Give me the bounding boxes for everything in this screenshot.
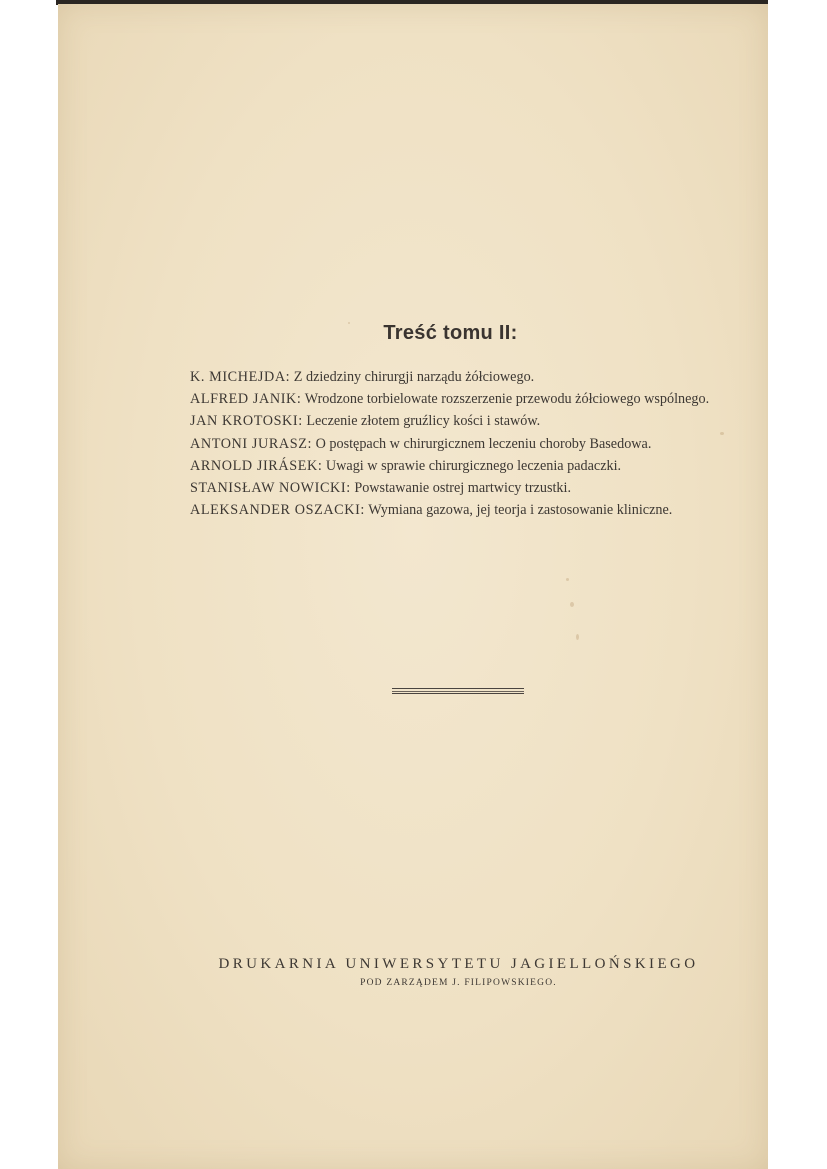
foxing-spot bbox=[570, 602, 574, 607]
page-title: Treść tomu II: bbox=[383, 322, 518, 344]
toc-author: ALFRED JANIK: bbox=[190, 391, 302, 408]
toc-author: K. MICHEJDA: bbox=[190, 369, 291, 385]
toc-article-title: O postępach w chirurgicznem leczeniu choroby Basedowa. bbox=[315, 435, 652, 452]
toc-entry bbox=[190, 368, 730, 388]
printer-imprint: DRUKARNIA UNIWERSYTETU JAGIELLOŃSKIEGO bbox=[218, 956, 699, 972]
toc-entry bbox=[190, 501, 730, 521]
toc-article-title: Wymiana gazowa, jej teorja i zastosowanie kliniczne. bbox=[368, 502, 673, 519]
toc-author: STANISŁAW NOWICKI: bbox=[190, 479, 351, 496]
toc-article-title: Powstawanie ostrej martwicy trzustki. bbox=[354, 479, 572, 496]
toc-entry bbox=[190, 412, 730, 432]
toc-author: ARNOLD JIRÁSEK: bbox=[190, 457, 323, 474]
toc-author: JAN KROTOSKI: bbox=[190, 413, 303, 430]
toc-entry bbox=[190, 457, 730, 477]
toc-author: ALEKSANDER OSZACKI: bbox=[190, 502, 365, 519]
toc-entry bbox=[190, 435, 730, 455]
table-of-contents bbox=[190, 368, 730, 523]
ornamental-rule bbox=[392, 688, 524, 694]
toc-article-title: Wrodzone torbielowate rozszerzenie przewodu żółciowego wspólnego. bbox=[304, 391, 710, 408]
foxing-spot bbox=[566, 578, 569, 581]
toc-article-title: Z dziedziny chirurgji narządu żółciowego. bbox=[293, 369, 535, 385]
toc-entry bbox=[190, 479, 730, 499]
foxing-spot bbox=[576, 634, 579, 640]
toc-entry bbox=[190, 390, 730, 410]
toc-article-title: Uwagi w sprawie chirurgicznego leczenia padaczki. bbox=[325, 457, 622, 474]
toc-author: ANTONI JURASZ: bbox=[190, 435, 313, 452]
toc-article-title: Leczenie złotem gruźlicy kości i stawów. bbox=[306, 413, 541, 430]
printer-management-line: POD ZARZĄDEM J. FILIPOWSKIEGO. bbox=[360, 978, 557, 988]
book-page bbox=[58, 4, 768, 1169]
